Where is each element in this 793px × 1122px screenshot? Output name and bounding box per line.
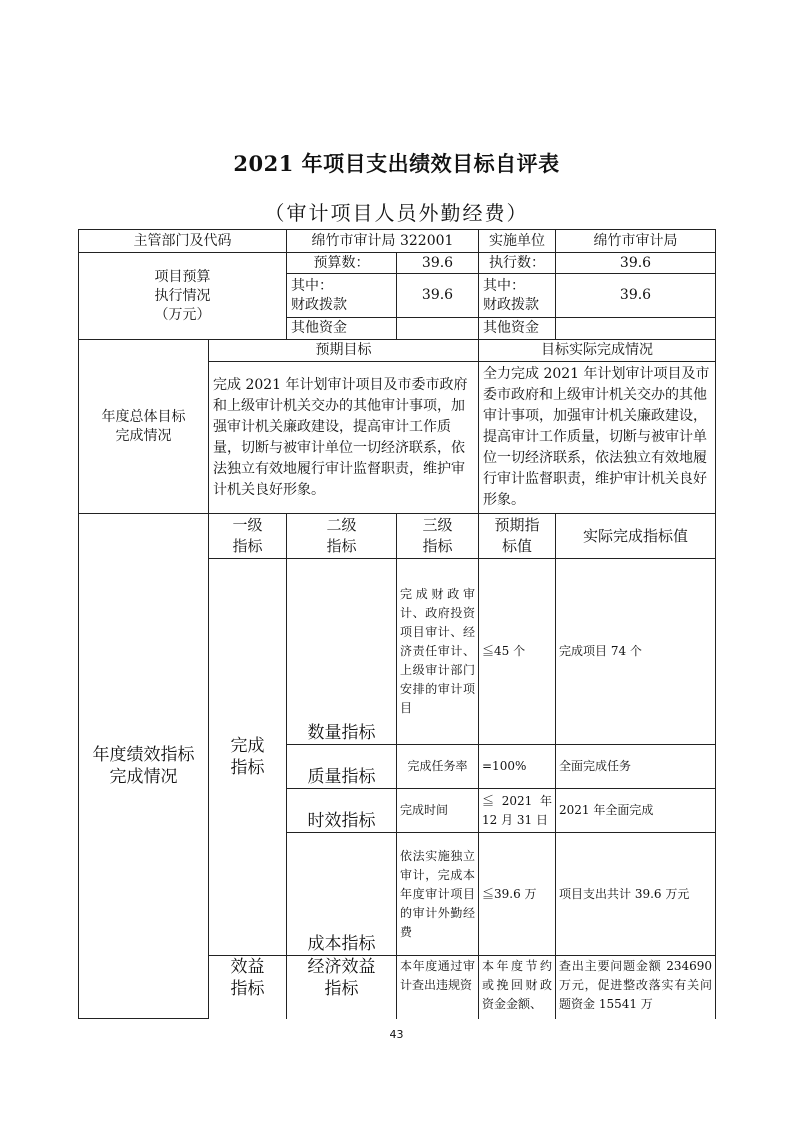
expected-goal-text: 完成 2021 年计划审计项目及市委市政府和上级审计机关交办的其他审计事项，加强审计机关廉政建设，提高审计工作质量，切断与被审计单位一切经济联系，依法独立有效地履行审计监督职责，维护审计机关良好形象。: [209, 362, 479, 514]
budget-amount-label: 预算数：: [287, 253, 397, 274]
actual-cost: 项目支出共计 39.6 万元: [556, 833, 716, 956]
dept-label: 主管部门及代码: [79, 230, 287, 253]
level2-quality: 质量指标: [287, 745, 397, 789]
col-level1-header: 一级 指标: [209, 514, 287, 559]
fiscal-exec-label: 其中： 财政拨款: [479, 274, 556, 318]
level2-timeliness: 时效指标: [287, 789, 397, 833]
level3-economic: 本年度通过审计查出违规资: [397, 956, 479, 1019]
other-funds-label: 其他资金: [287, 318, 397, 340]
level2-economic: 经济效益 指标: [287, 956, 397, 1019]
evaluation-table: [78, 229, 716, 1019]
indicator-header-row: [79, 514, 716, 559]
actual-economic: 查出主要问题金额 234690 万元，促进整改落实有关问题资金 15541 万: [556, 956, 716, 1019]
other-funds-exec-value: [556, 318, 716, 340]
actual-timeliness: 2021 年全面完成: [556, 789, 716, 833]
exec-amount-value: 39.6: [556, 253, 716, 274]
expected-timeliness: ≦ 2021 年 12 月 31 日: [479, 789, 556, 833]
col-level3-header: 三级 指标: [397, 514, 479, 559]
dept-value: 绵竹市审计局 322001: [287, 230, 479, 253]
group-benefit-label: 效益 指标: [209, 956, 287, 1019]
level3-quantity: 完成财政审计、政府投资项目审计、经济责任审计、上级审计部门安排的审计项目: [397, 559, 479, 745]
page-title: 2021 年项目支出绩效目标自评表: [233, 151, 560, 176]
header-row: [79, 230, 716, 253]
unit-label: 实施单位: [479, 230, 556, 253]
overall-header-row: [79, 340, 716, 362]
budget-label: 项目预算 执行情况 （万元）: [79, 253, 287, 340]
actual-goal-header: 目标实际完成情况: [479, 340, 716, 362]
other-funds-value: [397, 318, 479, 340]
col-level2-header: 二级 指标: [287, 514, 397, 559]
level3-cost: 依法实施独立审计，完成本年度审计项目的审计外勤经费: [397, 833, 479, 956]
actual-quantity: 完成项目 74 个: [556, 559, 716, 745]
overall-label: 年度总体目标 完成情况: [79, 340, 209, 514]
expected-quantity: ≦45 个: [479, 559, 556, 745]
expected-economic: 本年度节约或挽回财政资金金额、: [479, 956, 556, 1019]
fiscal-exec-value: 39.6: [556, 274, 716, 318]
col-expected-header: 预期指 标值: [479, 514, 556, 559]
group-completion-label: 完成 指标: [209, 559, 287, 956]
expected-quality: =100%: [479, 745, 556, 789]
expected-goal-header: 预期目标: [209, 340, 479, 362]
level2-quantity: 数量指标: [287, 559, 397, 745]
unit-value: 绵竹市审计局: [556, 230, 716, 253]
level2-cost: 成本指标: [287, 833, 397, 956]
indicators-label: 年度绩效指标 完成情况: [79, 514, 209, 1019]
col-actual-header: 实际完成指标值: [556, 514, 716, 559]
actual-quality: 全面完成任务: [556, 745, 716, 789]
level3-timeliness: 完成时间: [397, 789, 479, 833]
page-subtitle: （审计项目人员外勤经费）: [264, 201, 529, 225]
fiscal-budget-value: 39.6: [397, 274, 479, 318]
level3-quality: 完成任务率: [397, 745, 479, 789]
budget-amount-value: 39.6: [397, 253, 479, 274]
page-number: 43: [389, 1028, 404, 1041]
expected-cost: ≦39.6 万: [479, 833, 556, 956]
exec-amount-label: 执行数：: [479, 253, 556, 274]
fiscal-budget-label: 其中： 财政拨款: [287, 274, 397, 318]
budget-row: [79, 253, 716, 274]
other-funds-exec-label: 其他资金: [479, 318, 556, 340]
actual-goal-text: 全力完成 2021 年计划审计项目及市委市政府和上级审计机关交办的其他审计事项，加强审计机关廉政建设，提高审计工作质量，切断与被审计单位一切经济联系，依法独立有效地履行审计监督职责，维护审计机关良好形象。: [479, 362, 716, 514]
